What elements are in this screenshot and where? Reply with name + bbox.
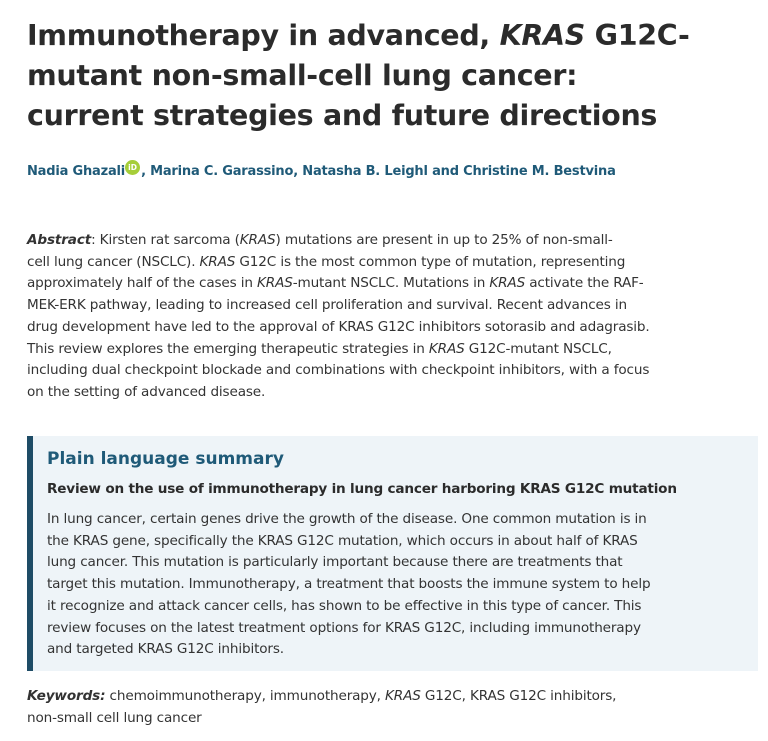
abstract-colon: : — [91, 232, 96, 248]
gene-name: KRAS — [257, 275, 293, 292]
abstract-line: drug development have led to the approval of KRAS G12C inhibitors sotorasib and adagrasib. — [27, 318, 650, 335]
abstract-line — [27, 230, 743, 252]
pls-line: it recognize and attack cancer cells, has shown to be effective in this type of cancer. This — [47, 597, 642, 614]
author-others[interactable]: , Marina C. Garassino, Natasha B. Leighl and Christine M. Bestvina — [141, 164, 616, 179]
abstract-line: MEK-ERK pathway, leading to increased cell proliferation and survival. Recent advances in — [27, 297, 627, 314]
title-line-1 — [27, 16, 747, 56]
plain-language-summary-box — [27, 436, 758, 671]
keywords-label: Keywords: — [27, 688, 106, 704]
title-text: G12C- — [585, 19, 690, 52]
gene-name: KRAS — [489, 275, 526, 292]
orcid-icon[interactable]: iD — [125, 160, 140, 175]
title-text: Immunotherapy in advanced, — [27, 19, 500, 52]
title-line-2: mutant non-small-cell lung cancer: — [27, 59, 578, 92]
abstract-line — [27, 339, 743, 361]
keywords-line: non-small cell lung cancer — [27, 709, 202, 726]
pls-line: and targeted KRAS G12C inhibitors. — [47, 641, 284, 658]
abstract-text: activate the RAF- — [525, 275, 644, 292]
author-first[interactable]: Nadia Ghazali — [27, 164, 126, 179]
keywords-text: G12C, KRAS G12C inhibitors, — [420, 688, 617, 704]
abstract-line — [27, 252, 743, 274]
abstract-text: approximately half of the cases in — [27, 275, 258, 292]
article-title — [27, 16, 747, 136]
pls-line: In lung cancer, certain genes drive the growth of the disease. One common mutation is in — [47, 511, 647, 527]
keywords — [27, 686, 616, 729]
title-gene: KRAS — [499, 19, 585, 52]
abstract-line: including dual checkpoint blockade and combinations with checkpoint inhibitors, with a focus — [27, 362, 650, 379]
abstract-label: Abstract — [27, 232, 92, 248]
abstract — [27, 230, 743, 404]
pls-body — [47, 509, 650, 661]
abstract-text: G12C-mutant NSCLC, — [464, 340, 612, 357]
author-list — [27, 160, 616, 183]
gene-name: KRAS — [199, 253, 236, 270]
pls-heading: Plain language summary — [47, 449, 284, 469]
gene-name: KRAS — [385, 688, 421, 704]
pls-line: lung cancer. This mutation is particularly important because there are treatments that — [47, 554, 623, 571]
gene-name: KRAS — [428, 340, 465, 357]
abstract-text: cell lung cancer (NSCLC). — [27, 253, 200, 270]
title-line-3: current strategies and future directions — [27, 99, 658, 132]
pls-subheading: Review on the use of immunotherapy in lung cancer harboring KRAS G12C mutation — [47, 481, 677, 497]
gene-name: KRAS — [239, 232, 276, 248]
abstract-line: on the setting of advanced disease. — [27, 383, 266, 400]
abstract-text: Kirsten rat sarcoma ( — [95, 232, 240, 248]
abstract-line — [27, 273, 743, 295]
abstract-text: ) mutations are present in up to 25% of non-small- — [275, 232, 613, 248]
abstract-text: This review explores the emerging therapeutic strategies in — [27, 340, 429, 357]
pls-line: the KRAS gene, specifically the KRAS G12C mutation, which occurs in about half of KRAS — [47, 532, 638, 549]
abstract-text: -mutant NSCLC. Mutations in — [292, 275, 490, 292]
keywords-text: chemoimmunotherapy, immunotherapy, — [105, 688, 386, 704]
pls-line: review focuses on the latest treatment options for KRAS G12C, including immunotherapy — [47, 619, 641, 636]
abstract-text: G12C is the most common type of mutation, representing — [235, 253, 626, 270]
pls-line: target this mutation. Immunotherapy, a treatment that boosts the immune system to help — [47, 576, 651, 593]
keywords-line — [27, 686, 616, 708]
